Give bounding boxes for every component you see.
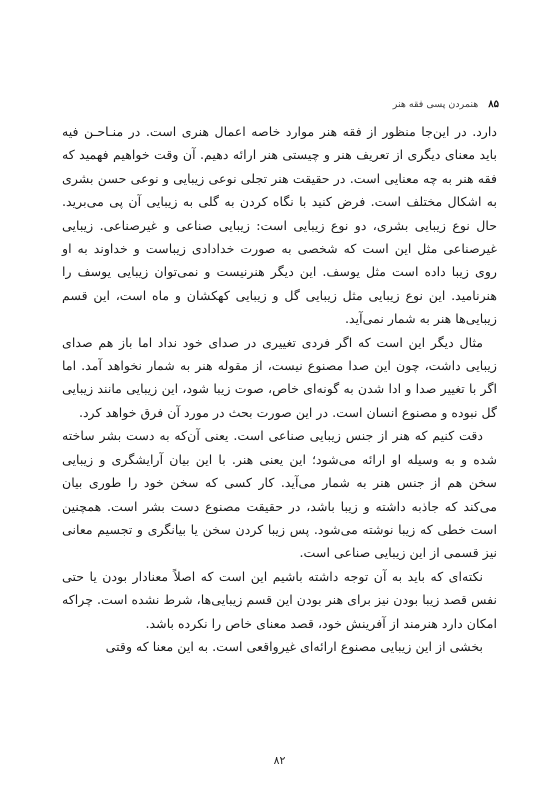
running-title: هنمردن پسی فقه هنر	[392, 98, 479, 110]
body-text	[62, 120, 497, 658]
paragraph-1: دارد. در این‌جا منظور از فقه هنر موارد خاصه اعمال هنری است. در منـاحـن فیه باید معنای دیگری از تعریف هنر و چیستی هنر ارائه دهیم. آن وقت خواهیم فهمید که فقه هنر به چه معنایی است. در حقیقت هنر تجلی نوعی زیبایی و نوعی حسن بشری به اشکال مختلف است. فرض کنید با نگاه کردن به گلی به زیبایی آن پی می‌برید. حال نوع زیبایی بشری، دو نوع زیبایی است: زیبایی صناعی و غیرصناعی. زیبایی غیرصناعی مثل این است که شخصی به صورت خدادادی زیباست و خداوند به او روی زیبا داده است مثل یوسف. این دیگر هنرنیست و نمی‌توان زیبایی یوسف را هنرنامید. این نوع زیبایی مثل زیبایی گل و زیبایی کهکشان و ماه است، این قسم زیبایی‌ها هنر به شمار نمی‌آید.	[62, 124, 497, 327]
paragraph-4: نکته‌ای که باید به آن توجه داشته باشیم این است که اصلاً معنادار بودن یا حتی نفس قصد زیبا بودن نیز برای هنر بودن این قسم زیبایی‌ها، شرط نشده است. چراکه امکان دارد هنرمند از آفرینش خود، قصد معنای خاص را نکرده باشد.	[62, 568, 497, 631]
page-number: ۸۲	[273, 754, 286, 767]
paragraph-3: دقت کنیم که هنر از جنس زیبایی صناعی است. یعنی آن‌که به دست بشر ساخته شده و به وسیله او ارائه می‌شود؛ این یعنی هنر. با این بیان آرایشگری و زیبایی سخن هم از جنس هنر به شمار می‌آید. کار کسی که سخن خود را طوری بیان می‌کند که جاذبه داشته و زیبا باشد، در حقیقت مصنوع دست بشر است. همچنین است خطی که زیبا نوشته می‌شود. پس زیبا کردن سخن یا بیانگری و تجسیم معانی نیز قسمی از این زیبایی صناعی است.	[62, 428, 497, 561]
paragraph-2: مثال دیگر این است که اگر فردی تغییری در صدای خود نداد اما باز هم صدای زیبایی داشت، چون این صدا مصنوع نیست، از مقوله هنر به شمار نخواهد آمد. اما اگر با تغییر صدا و ادا شدن به گونه‌ای خاص، صوت زیبا شود، این زیبایی مانند زیبایی گل نبوده و مصنوع انسان است. در این صورت بحث در مورد آن فرق خواهد کرد.	[62, 334, 497, 420]
paragraph-5: بخشی از این زیبایی مصنوع ارائه‌ای غیرواقعی است. به این معنا که وقتی	[105, 638, 483, 654]
header-page-number: ۸۵	[488, 98, 499, 110]
running-head	[60, 96, 499, 112]
